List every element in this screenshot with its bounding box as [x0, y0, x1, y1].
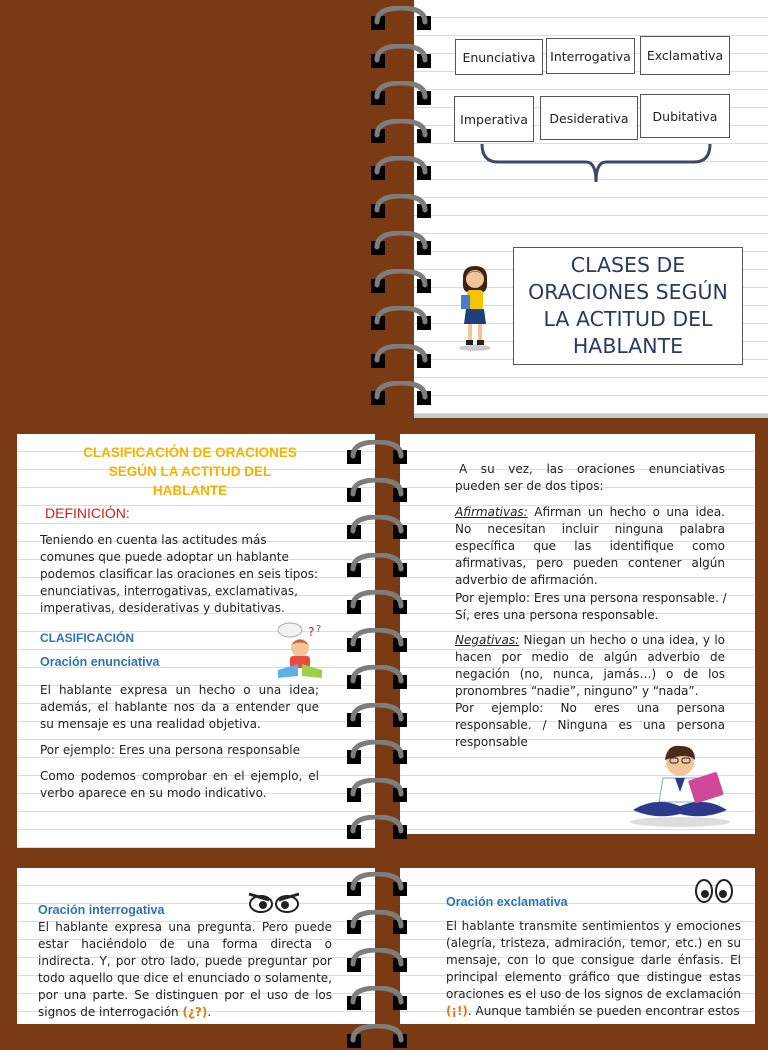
boy-reading-illustration	[270, 620, 330, 680]
binding-ring	[345, 872, 409, 898]
surprised-eyes-icon	[694, 876, 734, 904]
binding-ring	[345, 910, 409, 936]
angry-eyes-icon	[247, 888, 301, 916]
binding-ring	[369, 156, 433, 182]
enunciativa-para1: El hablante expresa un hecho o una idea; además, el hablante nos da a entender que su mensaje es una realidad objetiva.	[40, 683, 319, 731]
binding-ring	[345, 478, 409, 504]
negativas-example: Por ejemplo: No eres una persona responsable. / Ninguna es una persona responsable	[455, 701, 725, 749]
definition-text: Teniendo en cuenta las actitudes más comunes que puede adoptar un hablante podemos clasificar las oraciones en seis tipos: enunciativas, interrogativas, exclamativas, imperativas, desiderativas y dubitativas.	[40, 533, 319, 615]
interrogativa-paragraph	[38, 919, 332, 1021]
binding-ring	[345, 1024, 409, 1050]
classification-heading: CLASIFICACIÓN	[40, 631, 134, 645]
binding-ring	[345, 740, 409, 766]
negativas-paragraph	[455, 632, 725, 700]
exclamativa-paragraph	[446, 918, 741, 1020]
binding-ring	[345, 665, 409, 691]
definition-heading: DEFINICIÓN:	[45, 505, 130, 521]
type-box-imperativa: Imperativa	[454, 96, 534, 142]
type-box-interrogativa: Interrogativa	[546, 38, 635, 74]
svg-text:?: ?	[308, 625, 315, 639]
binding-ring	[369, 81, 433, 107]
binding-ring	[345, 553, 409, 579]
interrogativa-text: El hablante expresa una pregunta. Pero puede estar haciéndolo de una forma directa o indirecta. Y, por otro lado, puede preguntar por todo aquello que dice el enunciado o solamente, por una parte. Se distinguen por el uso de los signos de interrogación	[38, 920, 332, 1019]
afirmativas-example: Por ejemplo: Eres una persona responsable. / Sí, eres una persona responsable.	[455, 591, 727, 622]
afirmativas-text: Afirman un hecho o una idea. No necesitan incluir ninguna palabra específica que las identifique como afirmativas, pero pueden contener algún adverbio de afirmación.	[455, 505, 725, 587]
binding-ring	[345, 590, 409, 616]
afirmativas-paragraph	[455, 504, 725, 589]
student-girl-illustration	[452, 262, 498, 352]
main-title-box	[513, 247, 743, 365]
interrogation-signs: (¿?)	[182, 1005, 208, 1019]
binding-ring	[369, 381, 433, 407]
type-box-exclamativa: Exclamativa	[640, 36, 730, 75]
binding-ring	[345, 628, 409, 654]
binding-ring	[345, 815, 409, 841]
binding-ring	[369, 6, 433, 32]
binding-ring	[345, 440, 409, 466]
classification-title: CLASIFICACIÓN DE ORACIONES SEGÚN LA ACTITUD DEL HABLANTE	[83, 445, 297, 498]
exclamativa-heading: Oración exclamativa	[446, 895, 568, 909]
negativas-label: Negativas:	[455, 633, 520, 647]
teacher-illustration	[625, 740, 735, 828]
type-box-dubitativa: Dubitativa	[640, 94, 730, 138]
svg-text:?: ?	[316, 624, 322, 635]
negativas-text: Niegan un hecho o una idea, y lo hacen por medio de algún adverbio de negación (no, nunca, jamás…) o de los pronombres “nadie”, ninguno” y “nada”.	[455, 633, 725, 698]
afirmativas-label: Afirmativas:	[455, 505, 528, 519]
type-box-enunciativa: Enunciativa	[455, 39, 543, 75]
enunciativa-types-intro: A su vez, las oraciones enunciativas pueden ser de dos tipos:	[455, 462, 725, 493]
brace-bracket	[478, 142, 716, 186]
binding-ring	[369, 44, 433, 70]
binding-ring	[369, 231, 433, 257]
interrogativa-end: .	[207, 1005, 212, 1019]
interrogativa-heading: Oración interrogativa	[38, 903, 165, 917]
binding-ring	[369, 306, 433, 332]
binding-ring	[345, 703, 409, 729]
enunciativa-para2: Por ejemplo: Eres una persona responsable	[40, 743, 301, 757]
binding-ring	[345, 986, 409, 1012]
binding-ring	[369, 119, 433, 145]
type-box-desiderativa: Desiderativa	[540, 96, 638, 140]
exclamativa-end: . Aunque también se pueden encontrar estos	[467, 1004, 740, 1018]
exclamativa-text: El hablante transmite sentimientos y emociones (alegría, tristeza, admiración, temor, etc.) en su mensaje, con lo que consigue darle énfasis. El principal elemento gráfico que distingue estas oraciones es el uso de los signos de exclamación	[446, 919, 741, 1001]
main-title: CLASES DE ORACIONES SEGÚN LA ACTITUD DEL HABLANTE	[528, 253, 728, 358]
binding-ring	[369, 344, 433, 370]
enunciativa-heading: Oración enunciativa	[40, 655, 160, 669]
binding-ring	[369, 194, 433, 220]
top-page-shadow	[414, 414, 768, 418]
enunciativa-para3: Como podemos comprobar en el ejemplo, el verbo aparece en su modo indicativo.	[40, 769, 319, 800]
binding-ring	[345, 948, 409, 974]
binding-ring	[345, 515, 409, 541]
binding-ring	[345, 778, 409, 804]
exclamation-signs: (¡!)	[446, 1004, 468, 1018]
binding-ring	[369, 269, 433, 295]
